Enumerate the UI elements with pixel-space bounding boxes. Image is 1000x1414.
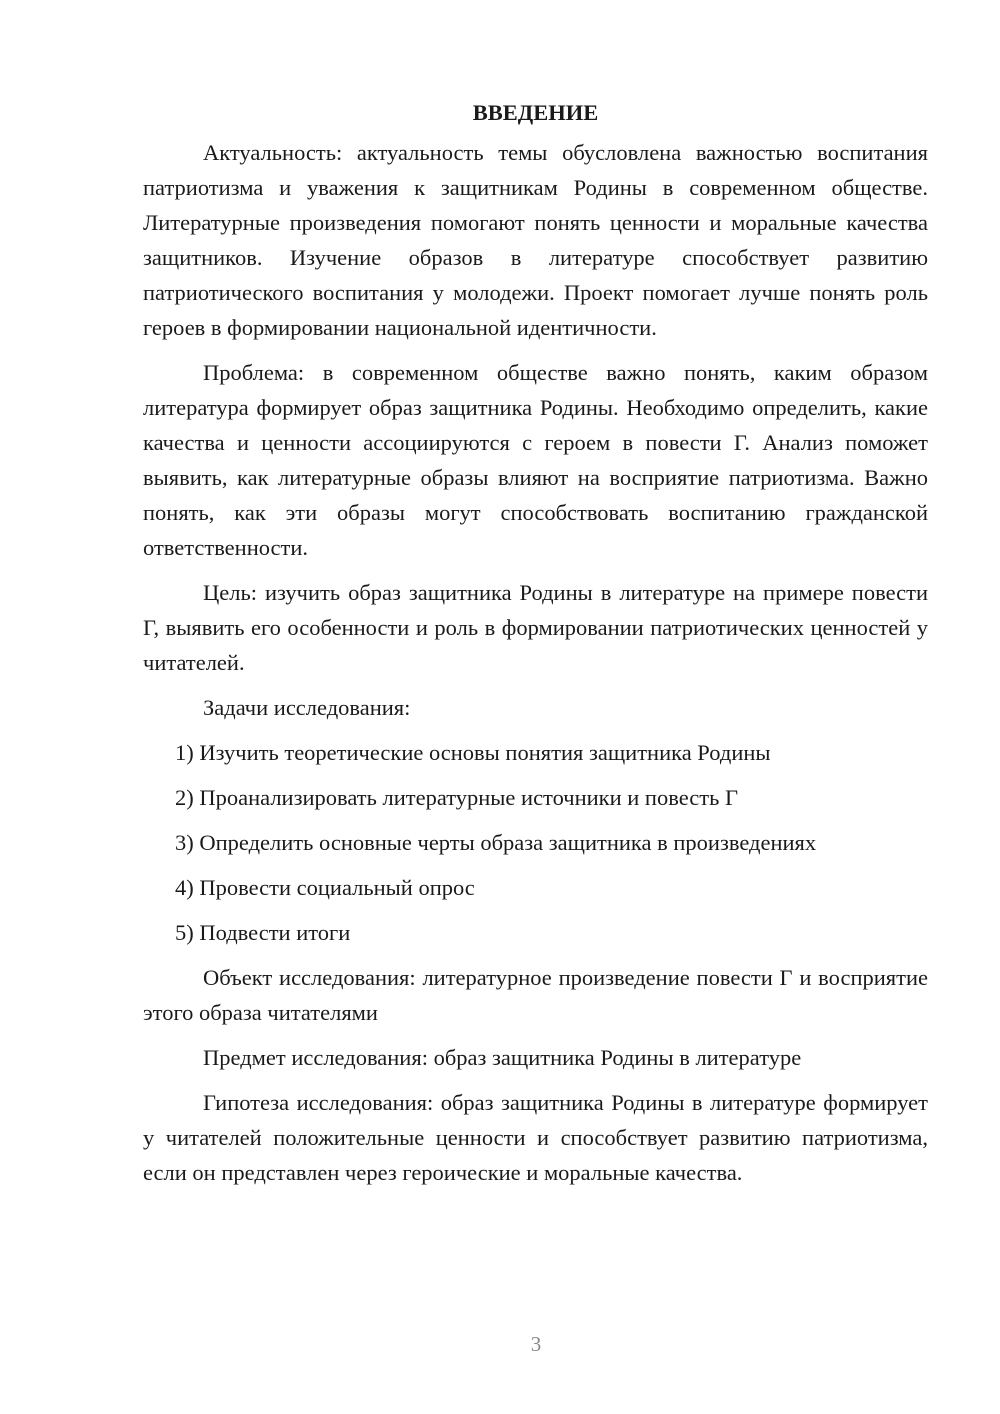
page-title: ВВЕДЕНИЕ xyxy=(472,100,599,125)
task-item-2: 2) Проанализировать литературные источники и повесть Г xyxy=(175,785,738,810)
page-number: 3 xyxy=(530,1332,542,1356)
task-item-3: 3) Определить основные черты образа защитника в произведениях xyxy=(175,830,817,855)
problem-paragraph: Проблема: в современном обществе важно понять, каким образом литература формирует образ защитника Родины. Необходимо определить, какие качества и ценности ассоциируются с героем в повести Г. Анализ поможет выявить, как литературные образы влияют на восприятие патриотизма. Важно понять, как эти образы могут способствовать воспитанию гражданской ответственности. xyxy=(143,360,928,560)
task-item-5: 5) Подвести итоги xyxy=(175,920,351,945)
object-paragraph: Объект исследования: литературное произведение повести Г и восприятие этого образа читателями xyxy=(143,965,928,1025)
goal-paragraph: Цель: изучить образ защитника Родины в литературе на примере повести Г, выявить его особенности и роль в формировании патриотических ценностей у читателей. xyxy=(143,580,928,675)
relevance-paragraph: Актуальность: актуальность темы обусловлена важностью воспитания патриотизма и уважения к защитникам Родины в современном обществе. Литературные произведения помогают понять ценности и моральные качества защитников. Изучение образов в литературе способствует развитию патриотического воспитания у молодежи. Проект помогает лучше понять роль героев в формировании национальной идентичности. xyxy=(143,140,928,340)
hypothesis-paragraph: Гипотеза исследования: образ защитника Родины в литературе формирует у читателей положительные ценности и способствует развитию патриотизма, если он представлен через героические и моральные качества. xyxy=(143,1090,928,1185)
subject-paragraph: Предмет исследования: образ защитника Родины в литературе xyxy=(203,1045,802,1070)
task-item-4: 4) Провести социальный опрос xyxy=(175,875,475,900)
document-body xyxy=(143,95,928,1200)
tasks-heading: Задачи исследования: xyxy=(203,695,411,720)
task-item-1: 1) Изучить теоретические основы понятия защитника Родины xyxy=(175,740,771,765)
